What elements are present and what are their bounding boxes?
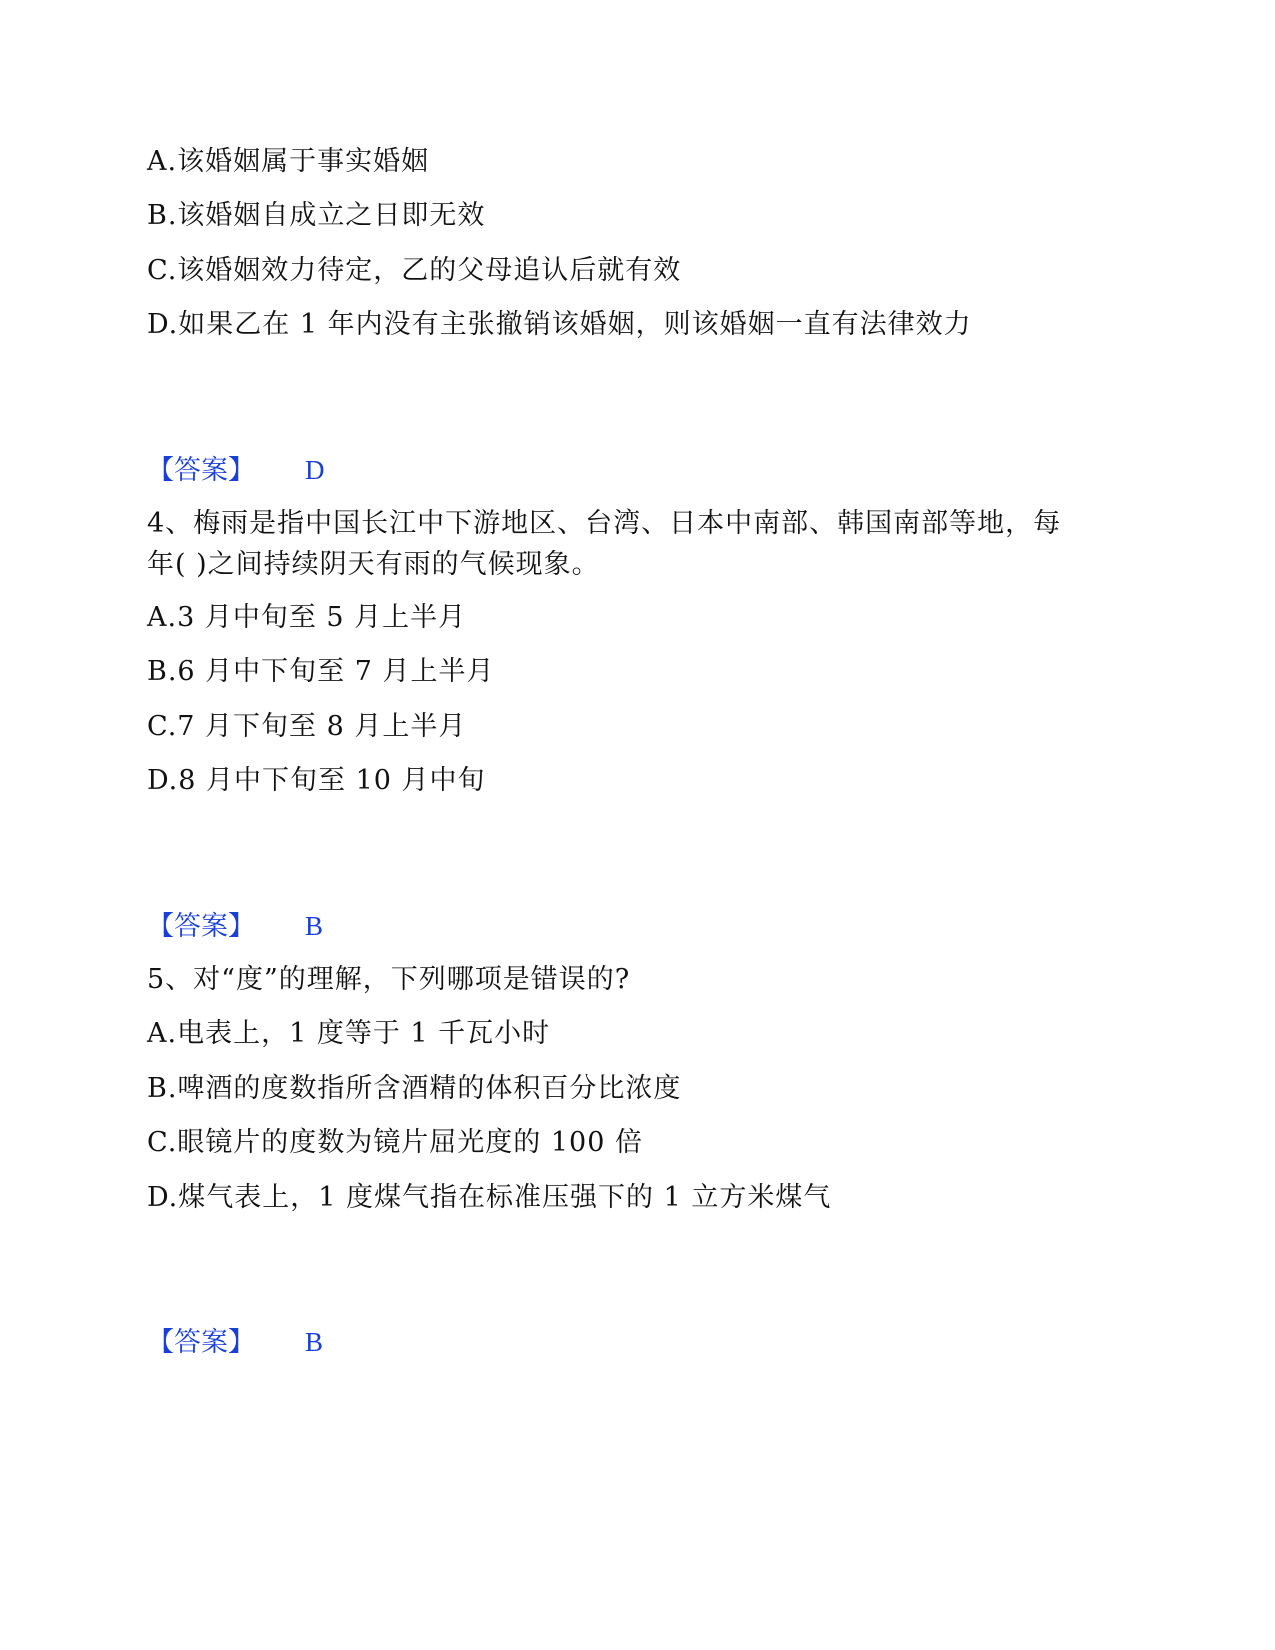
q5-option-d: D.煤气表上，1 度煤气指在标准压强下的 1 立方米煤气	[147, 1182, 832, 1213]
q5-answer	[147, 1322, 323, 1363]
answer-value: B	[305, 911, 324, 941]
q4-stem-line1: 4、梅雨是指中国长江中下游地区、台湾、日本中南部、韩国南部等地，每	[147, 508, 1062, 539]
answer-label: 【答案】	[147, 455, 255, 486]
q5-option-c: C.眼镜片的度数为镜片屈光度的 100 倍	[147, 1127, 643, 1158]
q5-option-a: A.电表上，1 度等于 1 千瓦小时	[147, 1018, 551, 1049]
answer-label: 【答案】	[147, 911, 255, 942]
q5-option-b: B.啤酒的度数指所含酒精的体积百分比浓度	[147, 1073, 682, 1104]
q4-option-b: B.6 月中下旬至 7 月上半月	[147, 656, 495, 687]
answer-value: B	[305, 1327, 324, 1357]
q3-answer	[147, 450, 325, 491]
answer-value: D	[305, 455, 325, 485]
q4-stem-line2: 年( )之间持续阴天有雨的气候现象。	[147, 549, 600, 580]
q3-option-d: D.如果乙在 1 年内没有主张撤销该婚姻，则该婚姻一直有法律效力	[147, 309, 972, 340]
q3-option-b: B.该婚姻自成立之日即无效	[147, 200, 486, 231]
q3-option-a: A.该婚姻属于事实婚姻	[147, 146, 430, 177]
q4-answer	[147, 906, 323, 947]
q4-option-c: C.7 月下旬至 8 月上半月	[147, 711, 467, 742]
answer-label: 【答案】	[147, 1327, 255, 1358]
q3-option-c: C.该婚姻效力待定，乙的父母追认后就有效	[147, 255, 682, 286]
q4-option-a: A.3 月中旬至 5 月上半月	[147, 602, 467, 633]
q4-option-d: D.8 月中下旬至 10 月中旬	[147, 765, 486, 796]
q5-stem: 5、对“度”的理解，下列哪项是错误的?	[147, 964, 631, 995]
